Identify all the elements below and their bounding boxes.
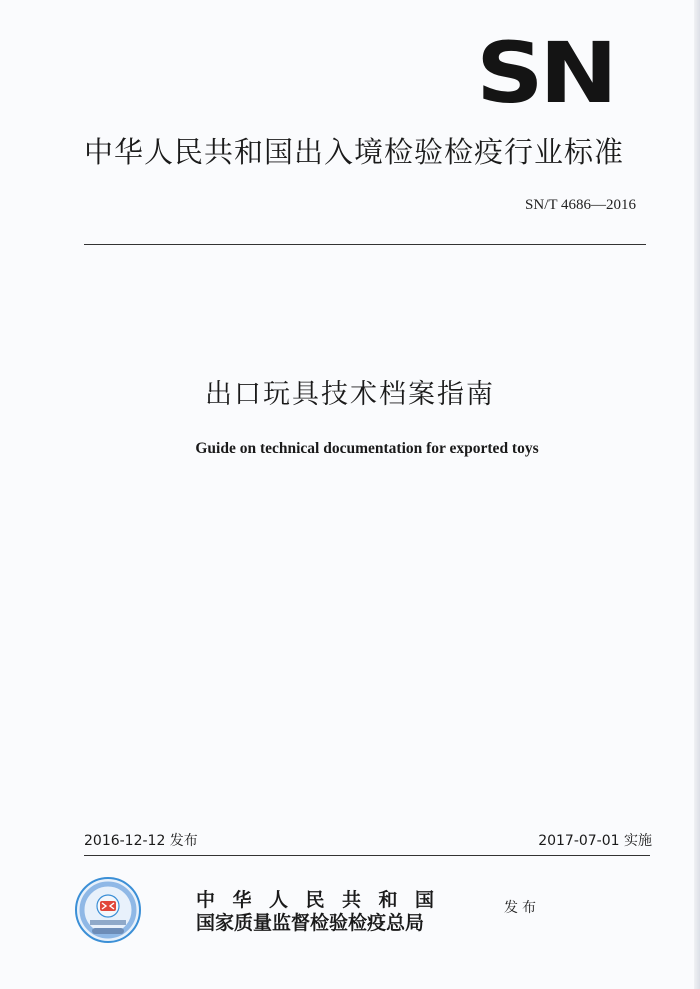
header-title: 中华人民共和国出入境检验检疫行业标准 (84, 135, 625, 169)
publish-label: 发布 (504, 900, 540, 916)
issue-date: 2016-12-12 发布 (84, 833, 198, 849)
page-edge (694, 0, 700, 989)
document-title-en: Guide on technical documentation for exported toys (195, 440, 539, 457)
implementation-date: 2017-07-01 实施 (538, 833, 652, 849)
issuer-name-line1: 中华人民共和国 (196, 889, 452, 911)
document-title-cn: 出口玩具技术档案指南 (205, 379, 495, 410)
issuer-name-line2: 国家质量监督检验检疫总局 (196, 912, 425, 934)
certification-seal-icon (74, 876, 142, 944)
top-divider (84, 244, 646, 245)
standard-number: SN/T 4686—2016 (525, 197, 636, 213)
sn-logo: SN (476, 24, 614, 122)
bottom-divider (84, 855, 650, 856)
